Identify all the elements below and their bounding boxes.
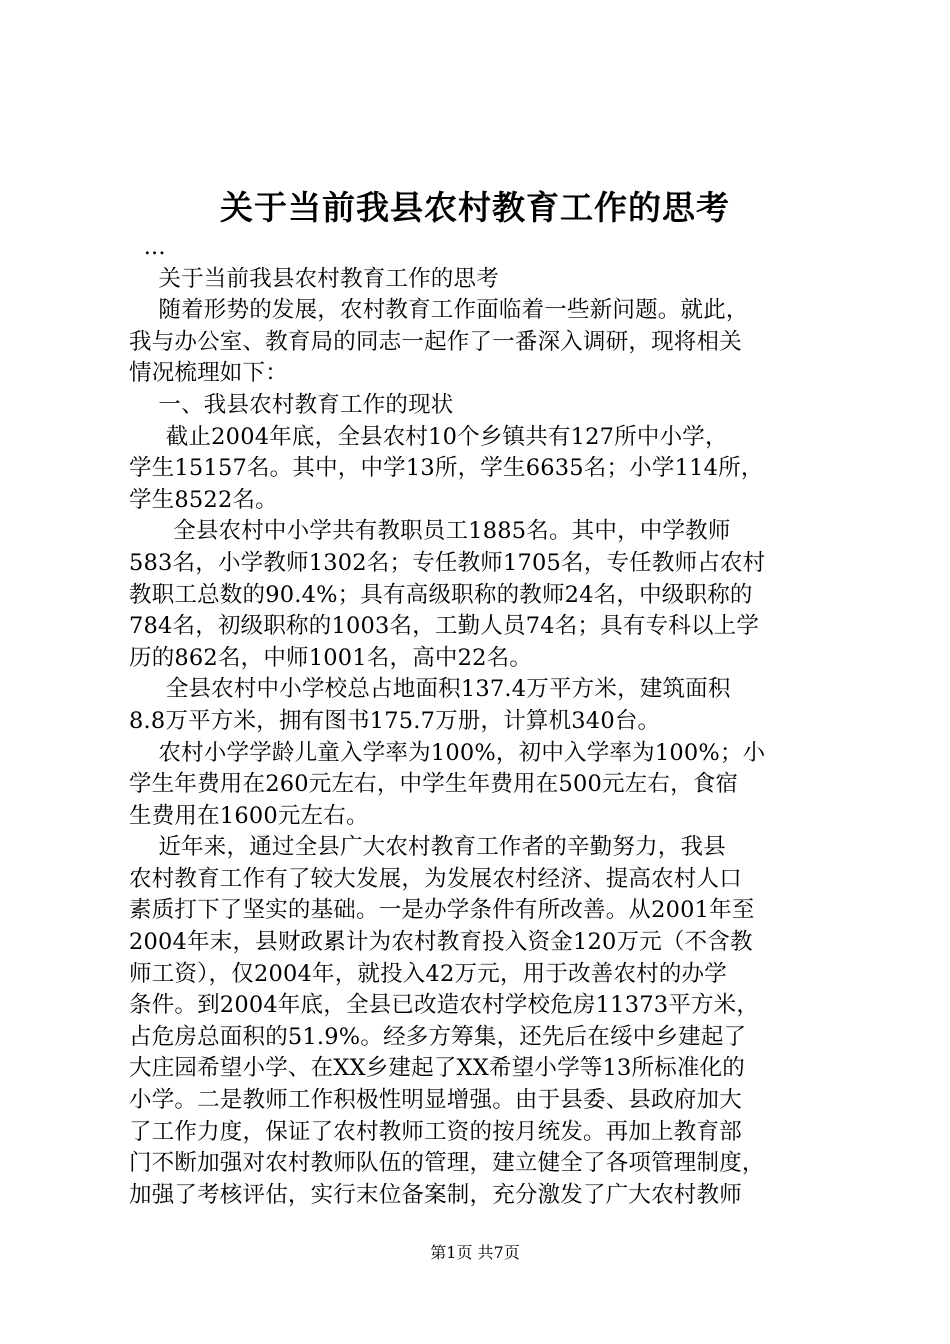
body-text-line: 情况梳理如下： — [129, 360, 288, 387]
body-text-line: 了工作力度，保证了农村教师工资的按月统发。再加上教育部 — [129, 1118, 742, 1145]
body-text-line: 全县农村中小学校总占地面积137.4万平方米，建筑面积 — [129, 676, 731, 703]
body-text-line: 农村小学学龄儿童入学率为100%，初中入学率为100%；小 — [129, 739, 766, 766]
body-text-line: 583名，小学教师1302名；专任教师1705名，专任教师占农村 — [129, 549, 766, 576]
body-text-line: 学生8522名。 — [129, 486, 278, 513]
body-text-line: 教职工总数的90.4%；具有高级职称的教师24名，中级职称的 — [129, 581, 753, 608]
body-text-line: 我与办公室、教育局的同志一起作了一番深入调研，现将相关 — [129, 328, 742, 355]
body-text-line: 一、我县农村教育工作的现状 — [129, 391, 454, 418]
body-text-line: 小学。二是教师工作积极性明显增强。由于县委、县政府加大 — [129, 1087, 742, 1114]
body-text-line: 占危房总面积的51.9%。经多方筹集，还先后在绥中乡建起了 — [129, 1023, 747, 1050]
body-text-line: 2004年末，县财政累计为农村教育投入资金120万元（不含教 — [129, 929, 753, 956]
body-text-line: 学生15157名。其中，中学13所，学生6635名；小学114所， — [129, 455, 764, 482]
body-text-line: 历的862名，中师1001名，高中22名。 — [129, 644, 533, 671]
body-text-line: 截止2004年底，全县农村10个乡镇共有127所中小学， — [129, 423, 728, 450]
document-title: 关于当前我县农村教育工作的思考 — [220, 188, 730, 227]
body-text-line: 门不断加强对农村教师队伍的管理，建立健全了各项管理制度， — [129, 1150, 765, 1177]
document-body — [129, 232, 845, 1211]
body-text-line: 随着形势的发展，农村教育工作面临着一些新问题。就此， — [129, 297, 749, 324]
body-text-line: 8.8万平方米，拥有图书175.7万册，计算机340台。 — [129, 707, 661, 734]
body-text-line: 784名，初级职称的1003名，工勤人员74名；具有专科以上学 — [129, 613, 760, 640]
body-text-line: 加强了考核评估，实行末位备案制，充分激发了广大农村教师 — [129, 1181, 742, 1208]
page-footer: 第1页 共7页 — [430, 1243, 520, 1262]
body-text-line: 师工资），仅2004年，就投入42万元，用于改善农村的办学 — [129, 960, 727, 987]
body-text-line: 全县农村中小学共有教职员工1885名。其中，中学教师 — [129, 518, 731, 545]
body-text-line: 素质打下了坚实的基础。一是办学条件有所改善。从2001年至 — [129, 897, 755, 924]
body-text-line: 农村教育工作有了较大发展，为发展农村经济、提高农村人口 — [129, 865, 742, 892]
body-text-line: 大庄园希望小学、在XX乡建起了XX希望小学等13所标准化的 — [129, 1055, 746, 1082]
body-text-line: 条件。到2004年底，全县已改造农村学校危房11373平方米， — [129, 992, 760, 1019]
body-text-line: 关于当前我县农村教育工作的思考 — [129, 265, 499, 292]
body-text-line: 学生年费用在260元左右，中学生年费用在500元左右，食宿 — [129, 771, 739, 798]
body-text-line: 生费用在1600元左右。 — [129, 802, 369, 829]
body-text-line: ... — [129, 234, 166, 260]
body-text-line: 近年来，通过全县广大农村教育工作者的辛勤努力，我县 — [129, 834, 726, 861]
